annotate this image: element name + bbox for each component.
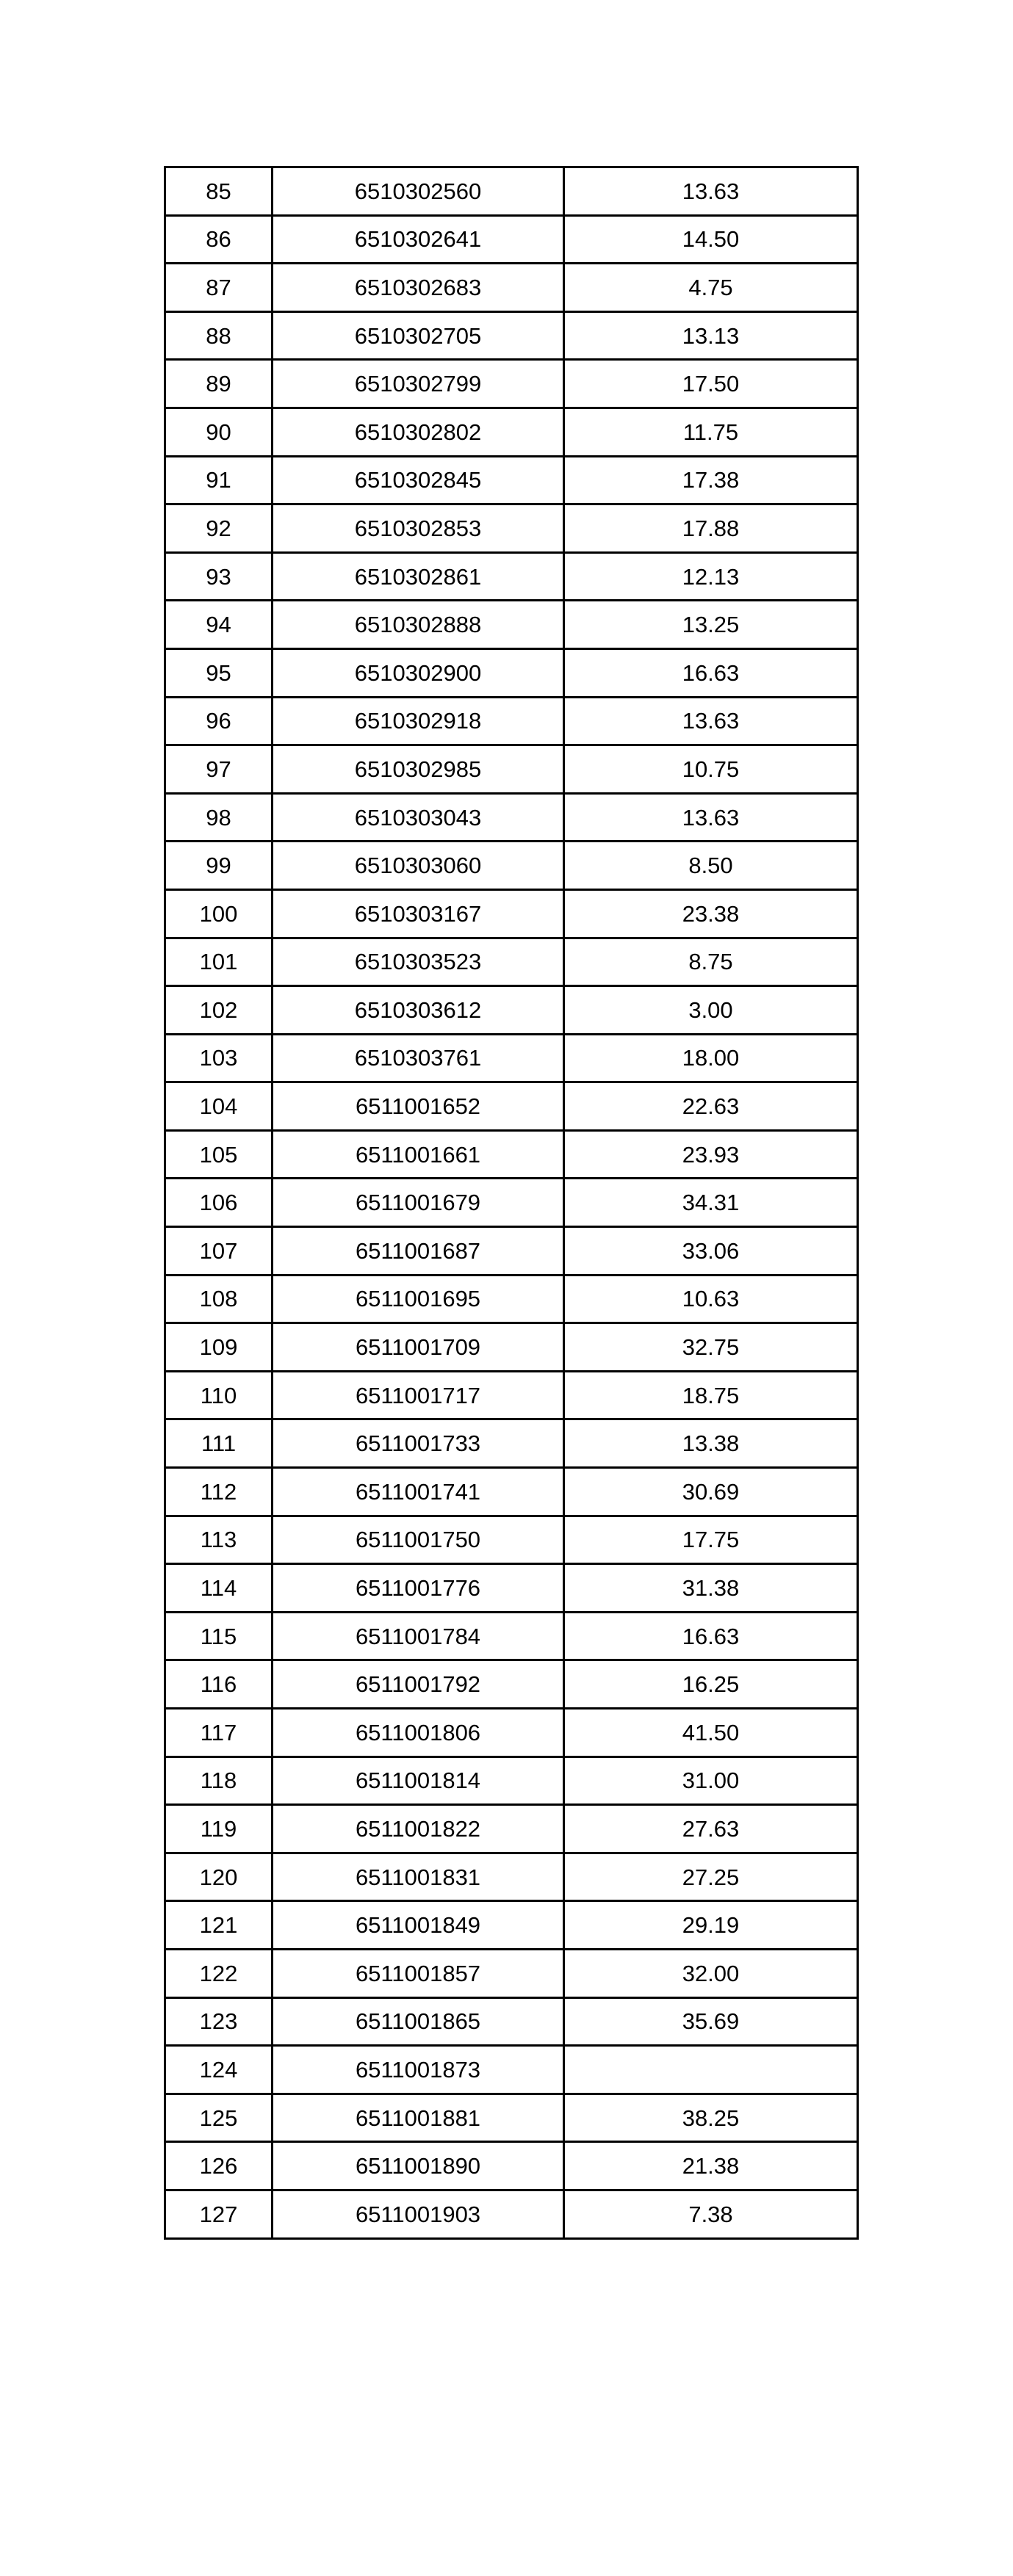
score-cell: 23.38 bbox=[564, 889, 858, 938]
table-row bbox=[165, 1227, 858, 1276]
row-number-cell: 100 bbox=[165, 889, 273, 938]
score-cell: 12.13 bbox=[564, 552, 858, 601]
table-row bbox=[165, 1949, 858, 1997]
student-id-cell: 6511001831 bbox=[273, 1853, 564, 1901]
table-row bbox=[165, 1564, 858, 1613]
score-cell: 27.25 bbox=[564, 1853, 858, 1901]
student-id-cell: 6510303523 bbox=[273, 938, 564, 986]
student-id-cell: 6510303761 bbox=[273, 1034, 564, 1082]
score-cell: 32.75 bbox=[564, 1323, 858, 1372]
row-number-cell: 104 bbox=[165, 1082, 273, 1131]
student-id-cell: 6510303612 bbox=[273, 986, 564, 1035]
score-cell: 27.63 bbox=[564, 1805, 858, 1853]
table-row bbox=[165, 1034, 858, 1082]
table-row bbox=[165, 1130, 858, 1179]
score-cell: 17.38 bbox=[564, 456, 858, 504]
table-body bbox=[165, 167, 858, 2239]
row-number-cell: 94 bbox=[165, 601, 273, 649]
row-number-cell: 102 bbox=[165, 986, 273, 1035]
score-cell: 16.25 bbox=[564, 1660, 858, 1709]
score-cell: 14.50 bbox=[564, 215, 858, 264]
student-id-cell: 6511001695 bbox=[273, 1275, 564, 1323]
table-row bbox=[165, 1709, 858, 1757]
row-number-cell: 87 bbox=[165, 264, 273, 312]
row-number-cell: 123 bbox=[165, 1997, 273, 2046]
row-number-cell: 114 bbox=[165, 1564, 273, 1613]
score-cell: 10.63 bbox=[564, 1275, 858, 1323]
student-id-cell: 6510303167 bbox=[273, 889, 564, 938]
score-cell bbox=[564, 2046, 858, 2094]
score-cell: 13.25 bbox=[564, 601, 858, 649]
student-id-cell: 6511001784 bbox=[273, 1612, 564, 1660]
score-cell: 10.75 bbox=[564, 745, 858, 794]
table-row bbox=[165, 601, 858, 649]
row-number-cell: 124 bbox=[165, 2046, 273, 2094]
score-cell: 3.00 bbox=[564, 986, 858, 1035]
student-id-cell: 6511001865 bbox=[273, 1997, 564, 2046]
score-cell: 16.63 bbox=[564, 1612, 858, 1660]
table-row bbox=[165, 1419, 858, 1468]
table-row bbox=[165, 2142, 858, 2190]
score-cell: 31.38 bbox=[564, 1564, 858, 1613]
student-id-cell: 6511001687 bbox=[273, 1227, 564, 1276]
score-cell: 33.06 bbox=[564, 1227, 858, 1276]
table-row bbox=[165, 842, 858, 890]
student-id-cell: 6511001741 bbox=[273, 1468, 564, 1516]
row-number-cell: 92 bbox=[165, 504, 273, 553]
score-cell: 13.13 bbox=[564, 311, 858, 360]
student-id-cell: 6510302918 bbox=[273, 697, 564, 745]
table-row bbox=[165, 1275, 858, 1323]
row-number-cell: 91 bbox=[165, 456, 273, 504]
student-id-cell: 6511001873 bbox=[273, 2046, 564, 2094]
score-cell: 4.75 bbox=[564, 264, 858, 312]
row-number-cell: 103 bbox=[165, 1034, 273, 1082]
score-cell: 38.25 bbox=[564, 2094, 858, 2142]
table-row bbox=[165, 215, 858, 264]
table-row bbox=[165, 456, 858, 504]
score-cell: 17.50 bbox=[564, 360, 858, 408]
student-id-cell: 6511001890 bbox=[273, 2142, 564, 2190]
row-number-cell: 119 bbox=[165, 1805, 273, 1853]
row-number-cell: 116 bbox=[165, 1660, 273, 1709]
student-id-cell: 6511001881 bbox=[273, 2094, 564, 2142]
student-id-cell: 6511001822 bbox=[273, 1805, 564, 1853]
table-row bbox=[165, 311, 858, 360]
student-id-cell: 6511001652 bbox=[273, 1082, 564, 1131]
row-number-cell: 85 bbox=[165, 167, 273, 216]
score-cell: 35.69 bbox=[564, 1997, 858, 2046]
score-table bbox=[164, 166, 859, 2240]
row-number-cell: 120 bbox=[165, 1853, 273, 1901]
table-row bbox=[165, 167, 858, 216]
row-number-cell: 125 bbox=[165, 2094, 273, 2142]
table-row bbox=[165, 504, 858, 553]
table-row bbox=[165, 1805, 858, 1853]
row-number-cell: 121 bbox=[165, 1901, 273, 1950]
row-number-cell: 113 bbox=[165, 1516, 273, 1564]
table-row bbox=[165, 360, 858, 408]
student-id-cell: 6510303060 bbox=[273, 842, 564, 890]
table-row bbox=[165, 1323, 858, 1372]
score-cell: 13.63 bbox=[564, 167, 858, 216]
table-row bbox=[165, 2094, 858, 2142]
table-row bbox=[165, 1756, 858, 1805]
score-cell: 8.50 bbox=[564, 842, 858, 890]
score-cell: 7.38 bbox=[564, 2190, 858, 2238]
student-id-cell: 6510302799 bbox=[273, 360, 564, 408]
score-cell: 13.38 bbox=[564, 1419, 858, 1468]
table-row bbox=[165, 745, 858, 794]
score-cell: 18.00 bbox=[564, 1034, 858, 1082]
row-number-cell: 106 bbox=[165, 1179, 273, 1227]
row-number-cell: 107 bbox=[165, 1227, 273, 1276]
row-number-cell: 122 bbox=[165, 1949, 273, 1997]
student-id-cell: 6511001849 bbox=[273, 1901, 564, 1950]
table-row bbox=[165, 1901, 858, 1950]
score-cell: 23.93 bbox=[564, 1130, 858, 1179]
student-id-cell: 6511001717 bbox=[273, 1371, 564, 1419]
student-id-cell: 6510302560 bbox=[273, 167, 564, 216]
row-number-cell: 96 bbox=[165, 697, 273, 745]
row-number-cell: 88 bbox=[165, 311, 273, 360]
table-row bbox=[165, 1660, 858, 1709]
row-number-cell: 111 bbox=[165, 1419, 273, 1468]
row-number-cell: 117 bbox=[165, 1709, 273, 1757]
student-id-cell: 6510302641 bbox=[273, 215, 564, 264]
score-cell: 32.00 bbox=[564, 1949, 858, 1997]
student-id-cell: 6510302705 bbox=[273, 311, 564, 360]
row-number-cell: 109 bbox=[165, 1323, 273, 1372]
score-cell: 13.63 bbox=[564, 793, 858, 842]
student-id-cell: 6510302683 bbox=[273, 264, 564, 312]
row-number-cell: 99 bbox=[165, 842, 273, 890]
row-number-cell: 90 bbox=[165, 408, 273, 456]
table-row bbox=[165, 1082, 858, 1131]
table-row bbox=[165, 1853, 858, 1901]
table-row bbox=[165, 1612, 858, 1660]
row-number-cell: 98 bbox=[165, 793, 273, 842]
score-cell: 29.19 bbox=[564, 1901, 858, 1950]
student-id-cell: 6510302985 bbox=[273, 745, 564, 794]
table-row bbox=[165, 552, 858, 601]
row-number-cell: 105 bbox=[165, 1130, 273, 1179]
row-number-cell: 89 bbox=[165, 360, 273, 408]
score-cell: 16.63 bbox=[564, 648, 858, 697]
student-id-cell: 6511001733 bbox=[273, 1419, 564, 1468]
row-number-cell: 97 bbox=[165, 745, 273, 794]
score-cell: 17.75 bbox=[564, 1516, 858, 1564]
student-id-cell: 6511001792 bbox=[273, 1660, 564, 1709]
student-id-cell: 6511001806 bbox=[273, 1709, 564, 1757]
row-number-cell: 118 bbox=[165, 1756, 273, 1805]
student-id-cell: 6510302888 bbox=[273, 601, 564, 649]
row-number-cell: 110 bbox=[165, 1371, 273, 1419]
table-row bbox=[165, 264, 858, 312]
row-number-cell: 108 bbox=[165, 1275, 273, 1323]
score-cell: 17.88 bbox=[564, 504, 858, 553]
table-row bbox=[165, 2190, 858, 2238]
student-id-cell: 6510303043 bbox=[273, 793, 564, 842]
table-row bbox=[165, 986, 858, 1035]
row-number-cell: 127 bbox=[165, 2190, 273, 2238]
score-cell: 41.50 bbox=[564, 1709, 858, 1757]
score-cell: 13.63 bbox=[564, 697, 858, 745]
student-id-cell: 6511001679 bbox=[273, 1179, 564, 1227]
score-cell: 30.69 bbox=[564, 1468, 858, 1516]
student-id-cell: 6511001661 bbox=[273, 1130, 564, 1179]
student-id-cell: 6510302900 bbox=[273, 648, 564, 697]
student-id-cell: 6510302802 bbox=[273, 408, 564, 456]
score-cell: 34.31 bbox=[564, 1179, 858, 1227]
row-number-cell: 86 bbox=[165, 215, 273, 264]
score-cell: 21.38 bbox=[564, 2142, 858, 2190]
table-row bbox=[165, 1179, 858, 1227]
table-row bbox=[165, 938, 858, 986]
table-row bbox=[165, 1371, 858, 1419]
table-row bbox=[165, 1516, 858, 1564]
row-number-cell: 93 bbox=[165, 552, 273, 601]
score-cell: 11.75 bbox=[564, 408, 858, 456]
score-cell: 22.63 bbox=[564, 1082, 858, 1131]
student-id-cell: 6510302845 bbox=[273, 456, 564, 504]
student-id-cell: 6511001750 bbox=[273, 1516, 564, 1564]
row-number-cell: 101 bbox=[165, 938, 273, 986]
row-number-cell: 112 bbox=[165, 1468, 273, 1516]
row-number-cell: 95 bbox=[165, 648, 273, 697]
student-id-cell: 6511001709 bbox=[273, 1323, 564, 1372]
table-row bbox=[165, 408, 858, 456]
score-cell: 31.00 bbox=[564, 1756, 858, 1805]
score-cell: 18.75 bbox=[564, 1371, 858, 1419]
table-row bbox=[165, 793, 858, 842]
row-number-cell: 115 bbox=[165, 1612, 273, 1660]
table-row bbox=[165, 648, 858, 697]
student-id-cell: 6510302861 bbox=[273, 552, 564, 601]
table-row bbox=[165, 697, 858, 745]
student-id-cell: 6511001903 bbox=[273, 2190, 564, 2238]
table-row bbox=[165, 889, 858, 938]
table-row bbox=[165, 1997, 858, 2046]
score-cell: 8.75 bbox=[564, 938, 858, 986]
student-id-cell: 6510302853 bbox=[273, 504, 564, 553]
table-row bbox=[165, 1468, 858, 1516]
student-id-cell: 6511001857 bbox=[273, 1949, 564, 1997]
student-id-cell: 6511001814 bbox=[273, 1756, 564, 1805]
table-row bbox=[165, 2046, 858, 2094]
student-id-cell: 6511001776 bbox=[273, 1564, 564, 1613]
row-number-cell: 126 bbox=[165, 2142, 273, 2190]
